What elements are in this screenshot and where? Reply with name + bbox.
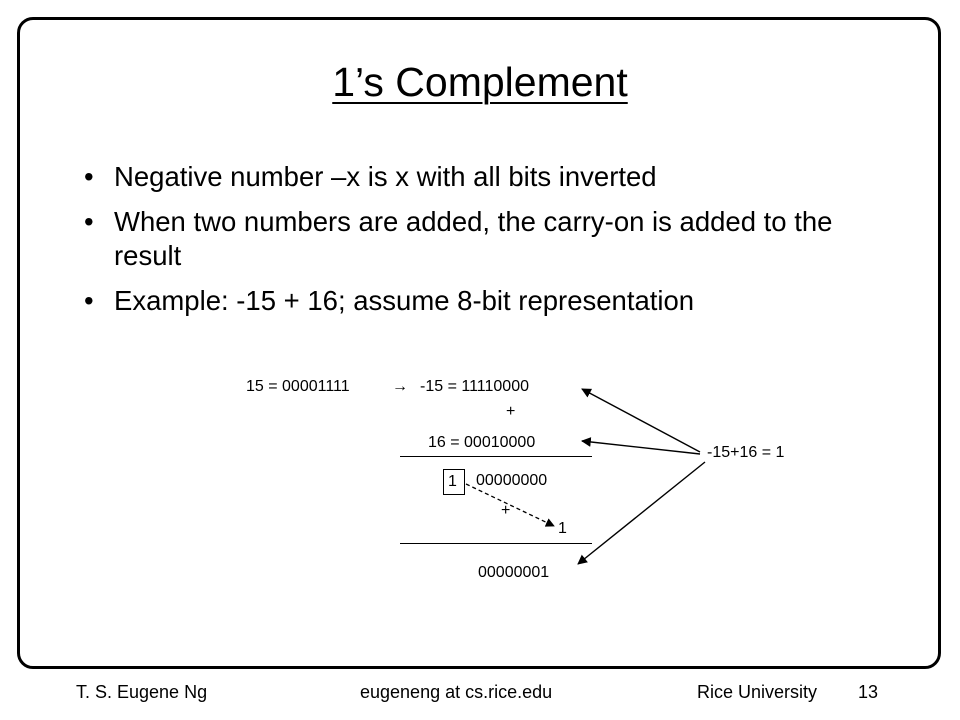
plus-sign: +: [506, 403, 516, 420]
implies-arrow-icon: →: [392, 378, 408, 395]
bullet-text: Negative number –x is x with all bits inverted: [114, 161, 657, 192]
bullet-text: When two numbers are added, the carry-on is added to the result: [114, 206, 833, 271]
arrow-to-result: [578, 462, 705, 564]
footer-author: T. S. Eugene Ng: [76, 682, 208, 702]
bullet-dot: •: [84, 206, 94, 237]
carry-bit: 1: [448, 473, 457, 490]
footer-email: eugeneng at cs.rice.edu: [360, 682, 553, 702]
bullet-text: Example: -15 + 16; assume 8-bit representation: [114, 285, 695, 316]
bullet-dot: •: [84, 285, 94, 316]
carry-dashed-arrow: [466, 484, 554, 526]
bullet-dot: •: [84, 161, 94, 192]
line1-left: 15 = 00001111: [246, 378, 350, 395]
sum-bits: 00000000: [476, 472, 548, 489]
footer-institution: Rice University: [697, 682, 818, 702]
slide-title: 1’s Complement: [332, 59, 628, 105]
result-bits: 00000001: [478, 564, 550, 581]
plus-sign-2: +: [501, 502, 511, 519]
line2: 16 = 00010000: [428, 434, 536, 451]
note-text: -15+16 = 1: [707, 444, 785, 461]
carry-add-bit: 1: [558, 520, 567, 537]
page-number: 13: [858, 682, 879, 702]
line1-right: -15 = 11110000: [420, 378, 529, 395]
